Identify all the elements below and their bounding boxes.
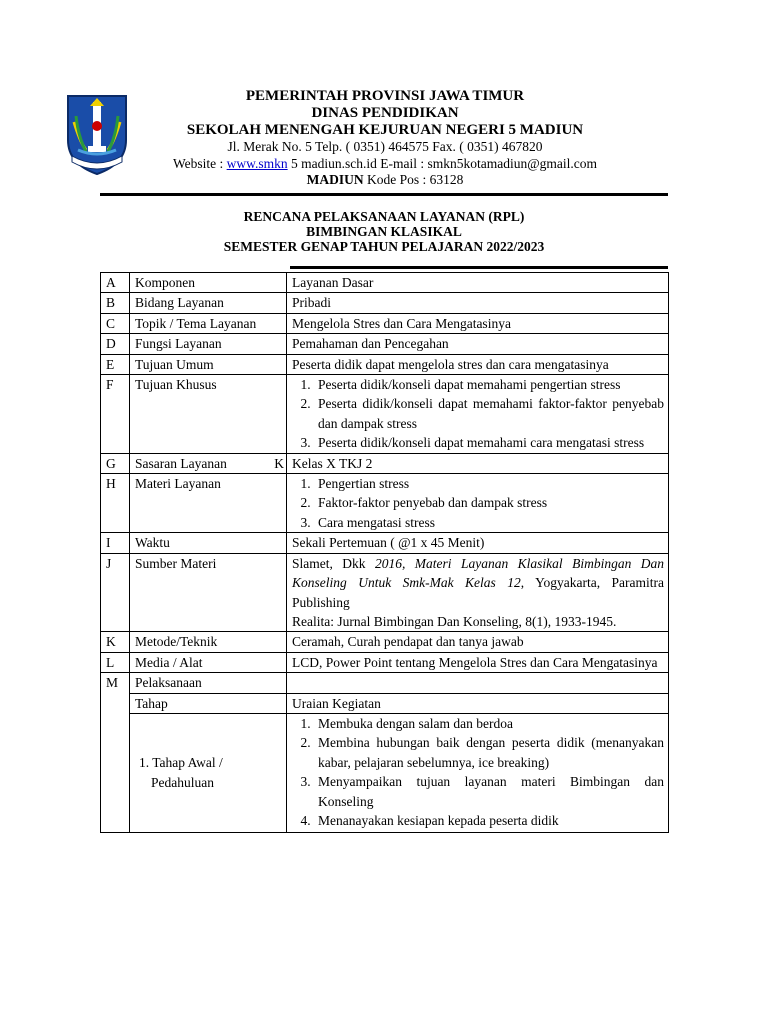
- row-value: [287, 474, 669, 533]
- row-value: Mengelola Stres dan Cara Mengatasinya: [287, 313, 669, 333]
- header-department: DINAS PENDIDIKAN: [311, 105, 459, 121]
- table-row: [101, 453, 669, 473]
- row-value: Pemahaman dan Pencegahan: [287, 334, 669, 354]
- table-row: [101, 632, 669, 652]
- row-value: Sekali Pertemuan ( @1 x 45 Menit): [287, 533, 669, 553]
- list-item: 2. Membina hubungan baik dengan peserta didik (menanyakan kabar, pelajaran sebelumnya, ice breaking): [314, 733, 664, 772]
- row-value: Kelas X TKJ 2: [287, 453, 669, 473]
- list-item: 2. Peserta didik/konseli dapat memahami faktor-faktor penyebab dan dampak stress: [314, 394, 664, 433]
- list-item: 4. Menanayakan kesiapan kepada peserta didik: [314, 811, 664, 830]
- row-label: Metode/Teknik: [130, 632, 287, 652]
- row-label: Komponen: [130, 273, 287, 293]
- source-2: Realita: Jurnal Bimbingan Dan Konseling, 8(1), 1933-1945.: [292, 613, 617, 629]
- city-name: MADIUN: [306, 172, 364, 187]
- row-value: Pribadi: [287, 293, 669, 313]
- row-label: Topik / Tema Layanan: [130, 313, 287, 333]
- row-value: [287, 553, 669, 632]
- table-row: [101, 273, 669, 293]
- activity-header: Uraian Kegiatan: [287, 693, 669, 713]
- row-label: Tujuan Khusus: [130, 375, 287, 454]
- list-item: 1. Peserta didik/konseli dapat memahami pengertian stress: [314, 375, 664, 394]
- list-item: 3. Cara mengatasi stress: [314, 513, 664, 532]
- table-row: [101, 293, 669, 313]
- row-code: F: [101, 375, 130, 454]
- header-contact: [130, 156, 640, 172]
- website-link[interactable]: www.smkn: [226, 156, 288, 171]
- row-code: A: [101, 273, 130, 293]
- doc-title: RENCANA PELAKSANAAN LAYANAN (RPL): [243, 209, 525, 224]
- table-top-rule: [290, 266, 668, 269]
- table-row: [101, 652, 669, 672]
- header-city: [130, 172, 640, 188]
- header-rule: [100, 193, 668, 196]
- table-row: [101, 354, 669, 374]
- row-code: I: [101, 533, 130, 553]
- row-code: G: [101, 453, 130, 473]
- stage-label-line2: Pedahuluan: [151, 775, 214, 791]
- website-email: 5 madiun.sch.id E-mail : smkn5kotamadiun@gmail.com: [287, 156, 598, 171]
- table-row: [101, 553, 669, 632]
- row-label: Fungsi Layanan: [130, 334, 287, 354]
- source-1-publisher: , Yogyakarta, Paramitra Publishing: [292, 575, 664, 610]
- row-label: Waktu: [130, 533, 287, 553]
- stage-label-text: [135, 753, 282, 793]
- stage-label-line1: 1. Tahap Awal /: [139, 755, 223, 771]
- row-label: [130, 453, 287, 473]
- table-row: [101, 375, 669, 454]
- source-1-title: 2016, Materi Layanan Klasikal Bimbingan Dan Konseling Untuk Smk-Mak Kelas 12: [292, 555, 664, 591]
- table-row: [101, 713, 669, 832]
- stage-header: Tahap: [130, 693, 287, 713]
- row-label: Pelaksanaan: [130, 673, 287, 693]
- row-label: Media / Alat: [130, 652, 287, 672]
- doc-semester: SEMESTER GENAP TAHUN PELAJARAN 2022/2023: [223, 239, 545, 254]
- doc-subtitle: BIMBINGAN KLASIKAL: [306, 224, 462, 239]
- row-code: M: [101, 673, 130, 833]
- row-label: Bidang Layanan: [130, 293, 287, 313]
- row-value: Peserta didik dapat mengelola stres dan cara mengatasinya: [287, 354, 669, 374]
- row-code: H: [101, 474, 130, 533]
- row-code: D: [101, 334, 130, 354]
- rpl-table: [100, 272, 669, 833]
- row-code: E: [101, 354, 130, 374]
- source-1: [292, 554, 664, 612]
- activity-list: [292, 714, 664, 832]
- table-row: [101, 533, 669, 553]
- table-row: [101, 334, 669, 354]
- row-code: J: [101, 553, 130, 632]
- specific-goals-list: [292, 375, 664, 453]
- row-value: Layanan Dasar: [287, 273, 669, 293]
- material-list: [292, 474, 664, 532]
- table-row: [101, 313, 669, 333]
- website-label: Website :: [172, 156, 227, 171]
- row-code: B: [101, 293, 130, 313]
- row-label: Materi Layanan: [130, 474, 287, 533]
- row-code: C: [101, 313, 130, 333]
- table-row: [101, 474, 669, 533]
- stage-activities: [287, 713, 669, 832]
- east-java-emblem-logo: [64, 92, 130, 176]
- row-label: Sumber Materi: [130, 553, 287, 632]
- header-address: Jl. Merak No. 5 Telp. ( 0351) 464575 Fax. ( 0351) 467820: [227, 139, 543, 154]
- row-value: [287, 673, 669, 693]
- source-1-author: Slamet, Dkk: [292, 555, 375, 571]
- table-row: [101, 673, 669, 693]
- header-government: PEMERINTAH PROVINSI JAWA TIMUR: [245, 88, 525, 104]
- row-value: Ceramah, Curah pendapat dan tanya jawab: [287, 632, 669, 652]
- list-item: 3. Menyampaikan tujuan layanan materi Bimbingan dan Konseling: [314, 772, 664, 811]
- row-label-stray-k: K: [274, 455, 284, 471]
- postal-code: Kode Pos : 63128: [363, 172, 464, 187]
- row-code: K: [101, 632, 130, 652]
- row-label: Tujuan Umum: [130, 354, 287, 374]
- list-item: 3. Peserta didik/konseli dapat memahami cara mengatasi stress: [314, 433, 664, 452]
- row-code: L: [101, 652, 130, 672]
- list-item: 1. Membuka dengan salam dan berdoa: [314, 714, 664, 733]
- row-value: LCD, Power Point tentang Mengelola Stres dan Cara Mengatasinya: [287, 652, 669, 672]
- stage-label: [130, 713, 287, 832]
- row-label-text: Sasaran Layanan: [135, 455, 227, 471]
- list-item: 1. Pengertian stress: [314, 474, 664, 493]
- list-item: 2. Faktor-faktor penyebab dan dampak stress: [314, 493, 664, 512]
- table-row: [101, 693, 669, 713]
- header-school: SEKOLAH MENENGAH KEJURUAN NEGERI 5 MADIUN: [186, 122, 584, 138]
- row-value: [287, 375, 669, 454]
